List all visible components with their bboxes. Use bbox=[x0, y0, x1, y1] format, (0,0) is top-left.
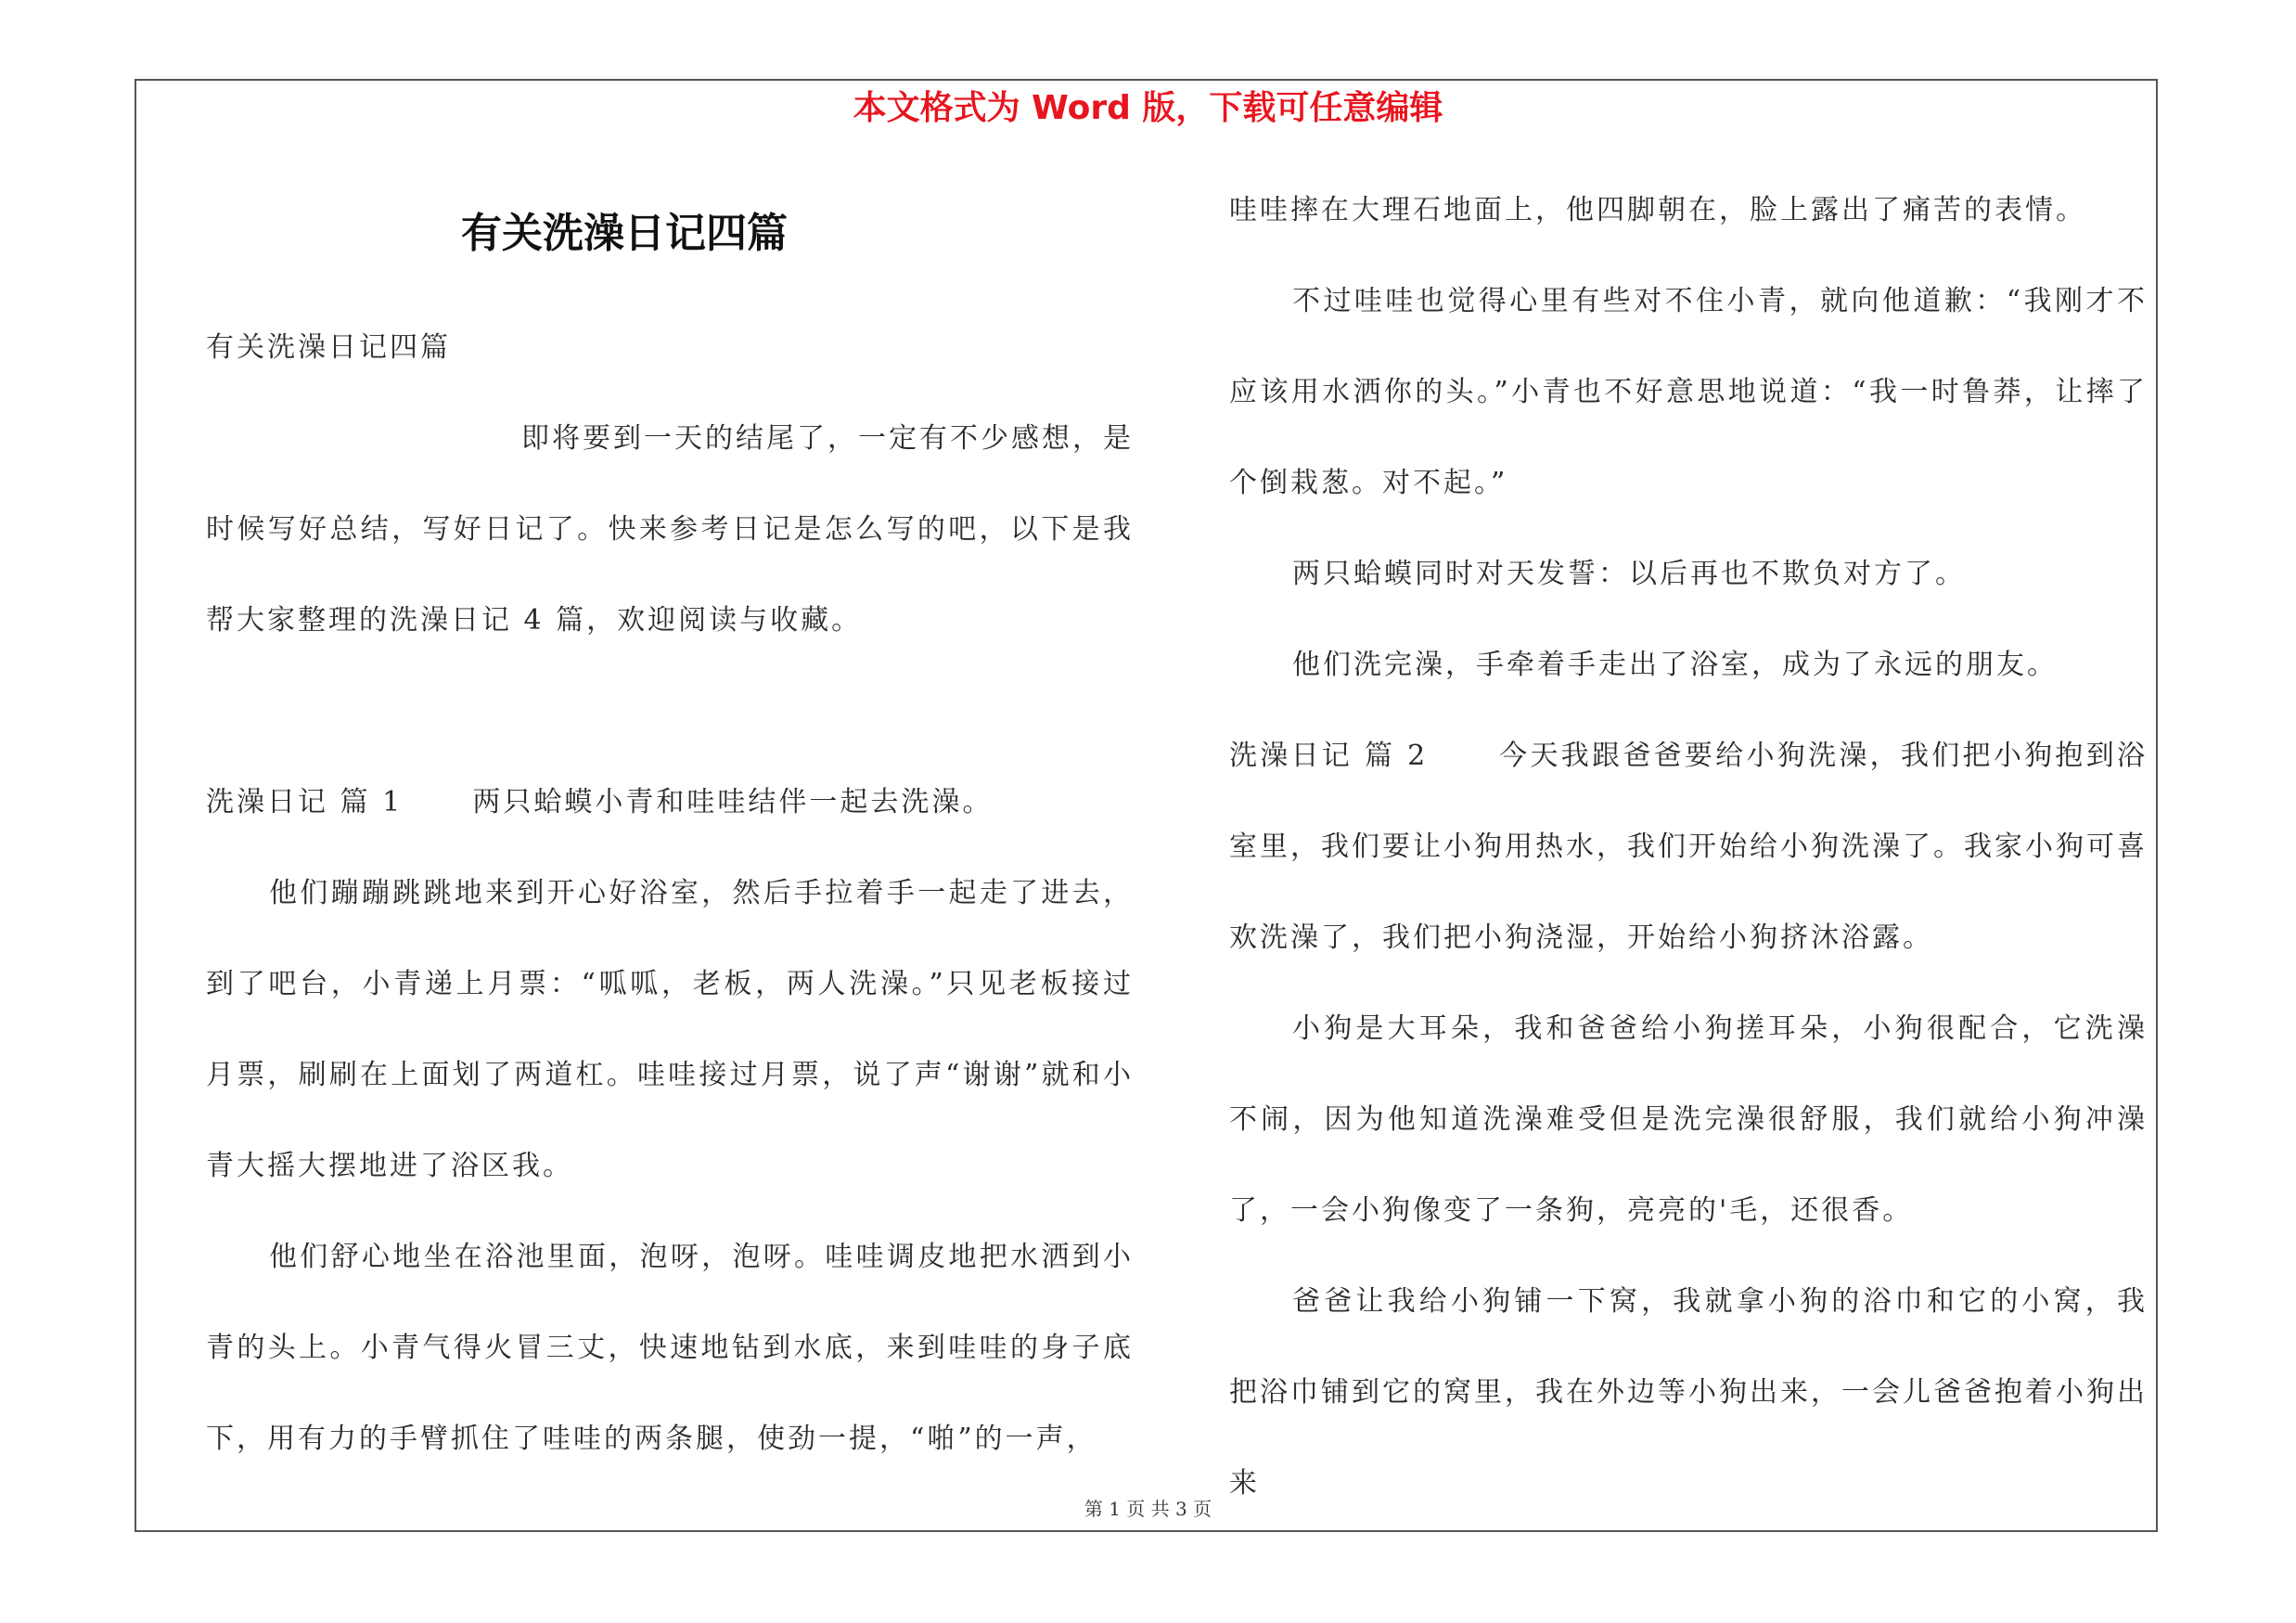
continued-paragraph: 哇哇摔在大理石地面上，他四脚朝在，脸上露出了痛苦的表情。 bbox=[1229, 194, 2086, 226]
body-paragraph: 他们蹦蹦跳跳地来到开心好浴室，然后手拉着手一起走了进去，到了吧台，小青递上月票：“呱呱，老板，两人洗澡。”只见老板接过月票，刷刷在上面划了两道杠。哇哇接过月票，说了声“谢谢”就和小青大摇大摆地进了浴区我。 bbox=[206, 877, 1134, 1182]
left-column bbox=[206, 303, 1134, 1485]
section-first-sentence: 两只蛤蟆小青和哇哇结伴一起去洗澡。 bbox=[472, 786, 994, 818]
section-heading: 洗澡日记 篇 2 bbox=[1229, 740, 1429, 772]
body-paragraph: 小狗是大耳朵，我和爸爸给小狗搓耳朵，小狗很配合，它洗澡不闹，因为他知道洗澡难受但是洗完澡很舒服，我们就给小狗冲澡了，一会小狗像变了一条狗，亮亮的'毛，还很香。 bbox=[1229, 1012, 2148, 1227]
page-number-footer: 第 1 页 共 3 页 bbox=[1084, 1498, 1212, 1520]
document-title: 有关洗澡日记四篇 bbox=[461, 210, 788, 257]
section-heading: 洗澡日记 篇 1 bbox=[206, 786, 404, 818]
subtitle: 有关洗澡日记四篇 bbox=[206, 331, 451, 364]
spacer bbox=[206, 666, 1134, 757]
body-paragraph: 他们洗完澡，手牵着手走出了浴室，成为了永远的朋友。 bbox=[1292, 649, 2058, 681]
section-heading-line bbox=[206, 757, 1134, 848]
section-first-sentence: 今天我跟爸爸要给小狗洗澡，我们把小狗抱到浴室里，我们要让小狗用热水，我们开始给小狗洗澡了。我家小狗可喜欢洗澡了，我们把小狗浇湿，开始给小狗挤沐浴露。 bbox=[1229, 740, 2148, 954]
body-paragraph: 不过哇哇也觉得心里有些对不住小青，就向他道歉：“我刚才不应该用水洒你的头。”小青也不好意思地说道：“我一时鲁莽，让摔了个倒栽葱。对不起。” bbox=[1229, 285, 2148, 499]
intro-paragraph: 即将要到一天的结尾了，一定有不少感想，是时候写好总结，写好日记了。快来参考日记是怎么写的吧，以下是我帮大家整理的洗澡日记 4 篇，欢迎阅读与收藏。 bbox=[206, 422, 1134, 637]
right-column bbox=[1229, 165, 2148, 1529]
body-paragraph: 两只蛤蟆同时对天发誓：以后再也不欺负对方了。 bbox=[1292, 558, 1966, 590]
section-heading-line bbox=[1229, 711, 2148, 984]
format-banner: 本文格式为 Word 版，下载可任意编辑 bbox=[853, 89, 1443, 127]
body-paragraph: 爸爸让我给小狗铺一下窝，我就拿小狗的浴巾和它的小窝，我把浴巾铺到它的窝里，我在外边等小狗出来，一会儿爸爸抱着小狗出来 bbox=[1229, 1285, 2148, 1500]
body-paragraph: 他们舒心地坐在浴池里面，泡呀，泡呀。哇哇调皮地把水洒到小青的头上。小青气得火冒三丈，快速地钻到水底，来到哇哇的身子底下，用有力的手臂抓住了哇哇的两条腿，使劲一提，“啪”的一声， bbox=[206, 1241, 1134, 1455]
